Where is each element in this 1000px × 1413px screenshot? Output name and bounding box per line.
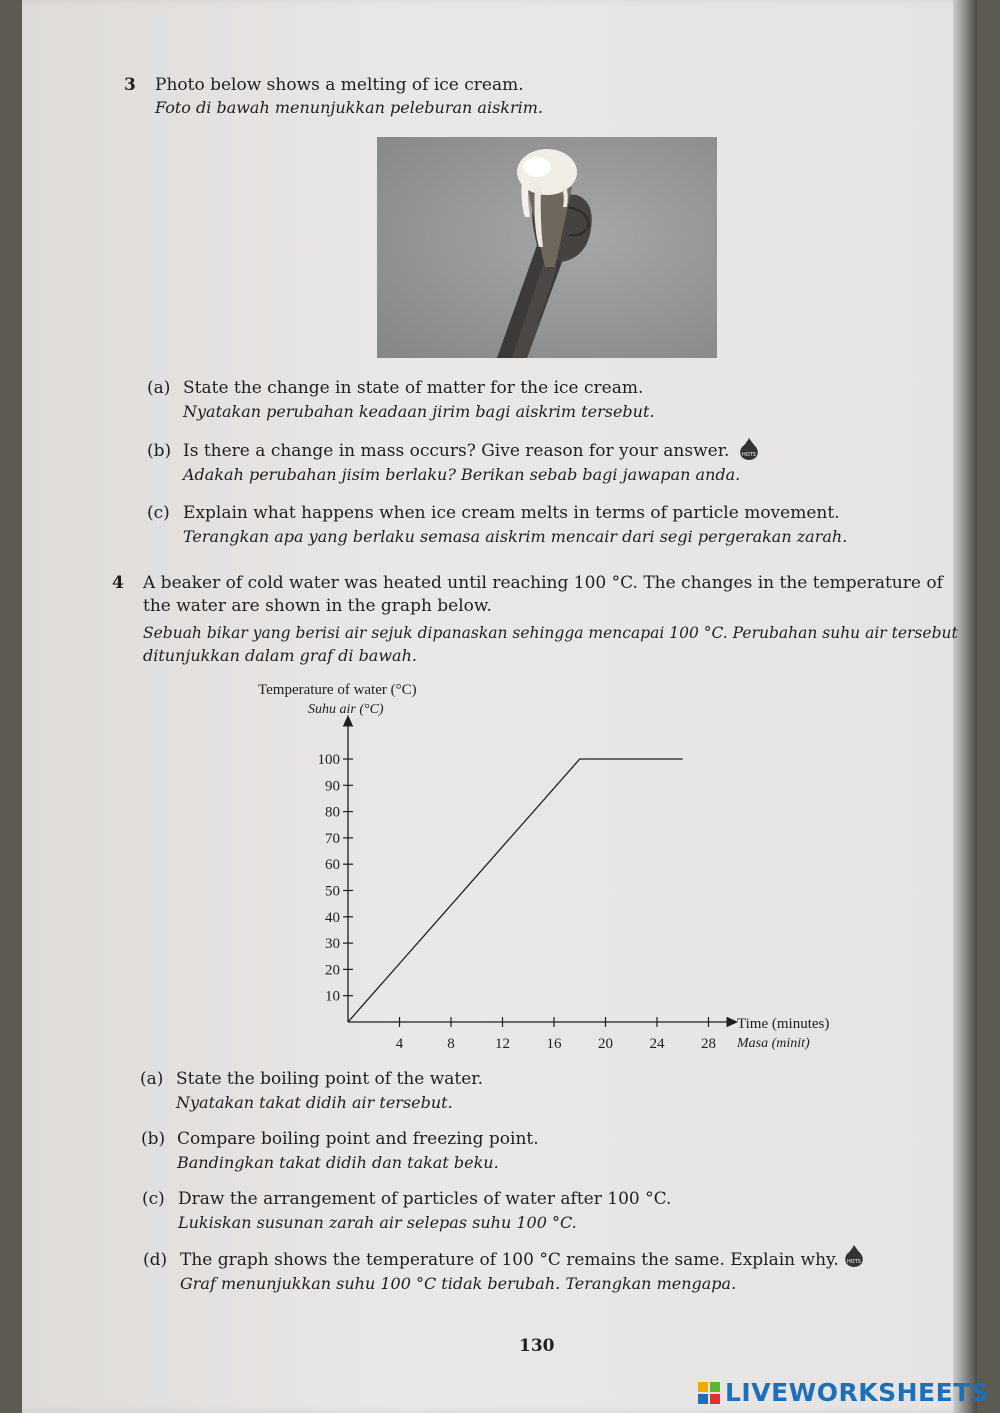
q4-stem-ms-1: Sebuah bikar yang berisi air sejuk dipanaskan sehingga mencapai 100 °C. Perubahan suhu air tersebut bbox=[143, 624, 958, 642]
x-tick-label: 20 bbox=[598, 1036, 613, 1052]
page-number: 130 bbox=[519, 1336, 555, 1356]
q3a-ms: Nyatakan perubahan keadaan jirim bagi aiskrim tersebut. bbox=[183, 402, 655, 421]
y-tick-label: 20 bbox=[325, 962, 340, 979]
y-tick-label: 100 bbox=[317, 752, 340, 768]
q4d-ms: Graf menunjukkan suhu 100 °C tidak berubah. Terangkan mengapa. bbox=[180, 1274, 737, 1293]
x-tick-label: 28 bbox=[701, 1036, 716, 1052]
x-tick-label: 4 bbox=[395, 1036, 404, 1052]
q3c-ms: Terangkan apa yang berlaku semasa aiskrim mencair dari segi pergerakan zarah. bbox=[183, 527, 848, 546]
y-axis-label-ms: Suhu air (°C) bbox=[308, 702, 384, 717]
y-tick-label: 10 bbox=[325, 988, 340, 1005]
y-axis-label: Temperature of water (°C) bbox=[258, 682, 417, 698]
q4d-label: (d) bbox=[143, 1250, 168, 1270]
y-tick-label: 70 bbox=[325, 830, 340, 847]
y-tick-label: 90 bbox=[325, 778, 340, 795]
liveworksheets-watermark: LIVEWORKSHEETS bbox=[725, 1378, 990, 1407]
svg-text:HOTS: HOTS bbox=[847, 1259, 861, 1265]
q4a-en: State the boiling point of the water. bbox=[176, 1069, 483, 1089]
q4-stem-en-2: the water are shown in the graph below. bbox=[143, 596, 492, 616]
page-edge-shadow bbox=[953, 0, 977, 1413]
q4b-en: Compare boiling point and freezing point. bbox=[177, 1129, 539, 1149]
x-tick-label: 16 bbox=[546, 1036, 562, 1052]
graph-svg bbox=[240, 672, 860, 1062]
x-axis-label: Time (minutes) bbox=[737, 1016, 830, 1032]
q3b-label: (b) bbox=[147, 441, 172, 461]
x-tick-label: 12 bbox=[495, 1036, 510, 1052]
q4b-ms: Bandingkan takat didih dan takat beku. bbox=[177, 1153, 499, 1172]
q3a-label: (a) bbox=[147, 378, 171, 398]
q3-number: 3 bbox=[124, 75, 136, 95]
hots-icon bbox=[843, 1244, 865, 1268]
q4a-label: (a) bbox=[140, 1069, 164, 1089]
q3a-en: State the change in state of matter for the ice cream. bbox=[183, 378, 644, 398]
q4d-en: The graph shows the temperature of 100 °C remains the same. Explain why. bbox=[180, 1250, 839, 1270]
temperature-time-graph bbox=[240, 672, 860, 1062]
y-tick-label: 40 bbox=[325, 909, 340, 926]
q3-stem-en: Photo below shows a melting of ice cream. bbox=[155, 75, 524, 95]
q4-stem-ms-2: ditunjukkan dalam graf di bawah. bbox=[143, 646, 417, 665]
q3b-ms: Adakah perubahan jisim berlaku? Berikan sebab bagi jawapan anda. bbox=[183, 465, 741, 484]
q4-stem-en-1: A beaker of cold water was heated until reaching 100 °C. The changes in the temperature of bbox=[143, 573, 943, 593]
q3-stem-ms: Foto di bawah menunjukkan peleburan aiskrim. bbox=[155, 98, 544, 117]
x-axis-label-ms: Masa (minit) bbox=[737, 1036, 810, 1051]
q4b-label: (b) bbox=[141, 1129, 166, 1149]
q4c-ms: Lukiskan susunan zarah air selepas suhu 100 °C. bbox=[178, 1213, 577, 1232]
q4c-label: (c) bbox=[142, 1189, 165, 1209]
y-tick-label: 80 bbox=[325, 804, 340, 821]
q4c-en: Draw the arrangement of particles of water after 100 °C. bbox=[178, 1189, 672, 1209]
q4a-ms: Nyatakan takat didih air tersebut. bbox=[176, 1093, 453, 1112]
y-tick-label: 50 bbox=[325, 883, 340, 900]
temperature-line bbox=[348, 759, 683, 1022]
q3b-en: Is there a change in mass occurs? Give reason for your answer. bbox=[183, 441, 730, 461]
liveworksheets-logo-icon bbox=[698, 1382, 720, 1404]
y-tick-label: 30 bbox=[325, 936, 340, 953]
q3c-en: Explain what happens when ice cream melts in terms of particle movement. bbox=[183, 503, 840, 523]
x-tick-label: 8 bbox=[447, 1036, 455, 1052]
hots-icon bbox=[738, 437, 760, 461]
x-tick-label: 24 bbox=[649, 1036, 665, 1052]
q4-number: 4 bbox=[112, 573, 124, 593]
melting-ice-cream-photo bbox=[377, 137, 717, 358]
y-tick-label: 60 bbox=[325, 857, 340, 874]
svg-text:HOTS: HOTS bbox=[742, 452, 756, 458]
q3c-label: (c) bbox=[147, 503, 170, 523]
